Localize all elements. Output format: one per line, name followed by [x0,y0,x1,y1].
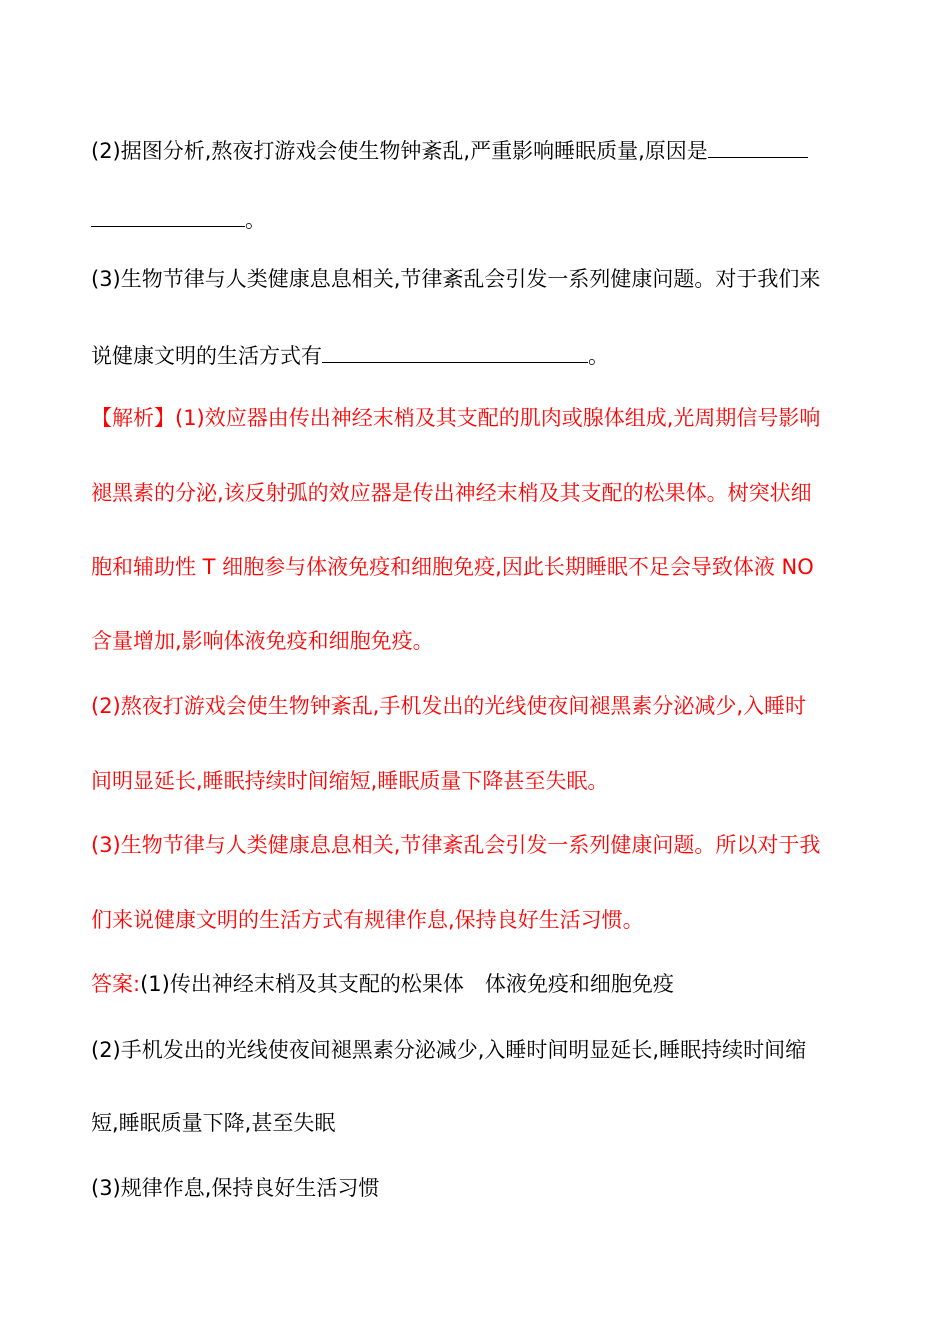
analysis-p1-line-4: 含量增加,影响体液免疫和细胞免疫。 [91,629,434,653]
analysis-p1-line-3: 胞和辅助性 T 细胞参与体液免疫和细胞免疫,因此长期睡眠不足会导致体液 NO [91,555,814,579]
analysis-p3-line-1: (3)生物节律与人类健康息息相关,节律紊乱会引发一系列健康问题。所以对于我 [91,833,821,857]
answer-2-line-1: (2)手机发出的光线使夜间褪黑素分泌减少,入睡时间明显延长,睡眠持续时间缩 [91,1038,807,1062]
analysis-p1-line-2: 褪黑素的分泌,该反射弧的效应器是传出神经末梢及其支配的松果体。树突状细 [91,481,812,505]
analysis-p3-line-2: 们来说健康文明的生活方式有规律作息,保持良好生活习惯。 [91,908,644,932]
analysis-p1-line-1: 【解析】(1)效应器由传出神经末梢及其支配的肌肉或腺体组成,光周期信号影响 [91,406,821,430]
answer-blank [91,204,245,227]
analysis-p2-line-1: (2)熬夜打游戏会使生物钟紊乱,手机发出的光线使夜间褪黑素分泌减少,入睡时 [91,694,807,718]
answer-2-line-2: 短,睡眠质量下降,甚至失眠 [91,1111,336,1135]
answer-label: 答案: [91,972,141,996]
question-3-line-2 [91,340,861,371]
question-2-text: (2)据图分析,熬夜打游戏会使生物钟紊乱,严重影响睡眠质量,原因是 [91,139,708,163]
answer-blank [708,135,808,158]
question-2-end: 。 [245,208,266,232]
question-2-line-2 [91,204,861,235]
question-3-end: 。 [588,344,609,368]
question-2-line-1 [91,135,861,166]
question-3-line-1: (3)生物节律与人类健康息息相关,节律紊乱会引发一系列健康问题。对于我们来 [91,267,821,291]
analysis-p2-line-2: 间明显延长,睡眠持续时间缩短,睡眠质量下降甚至失眠。 [91,769,609,793]
question-3-text: 说健康文明的生活方式有 [91,344,322,368]
analysis-label: 【解析】 [91,406,175,430]
answer-blank [322,340,588,363]
answer-1: 答案:(1)传出神经末梢及其支配的松果体 体液免疫和细胞免疫 [91,972,674,996]
answer-3: (3)规律作息,保持良好生活习惯 [91,1176,380,1200]
